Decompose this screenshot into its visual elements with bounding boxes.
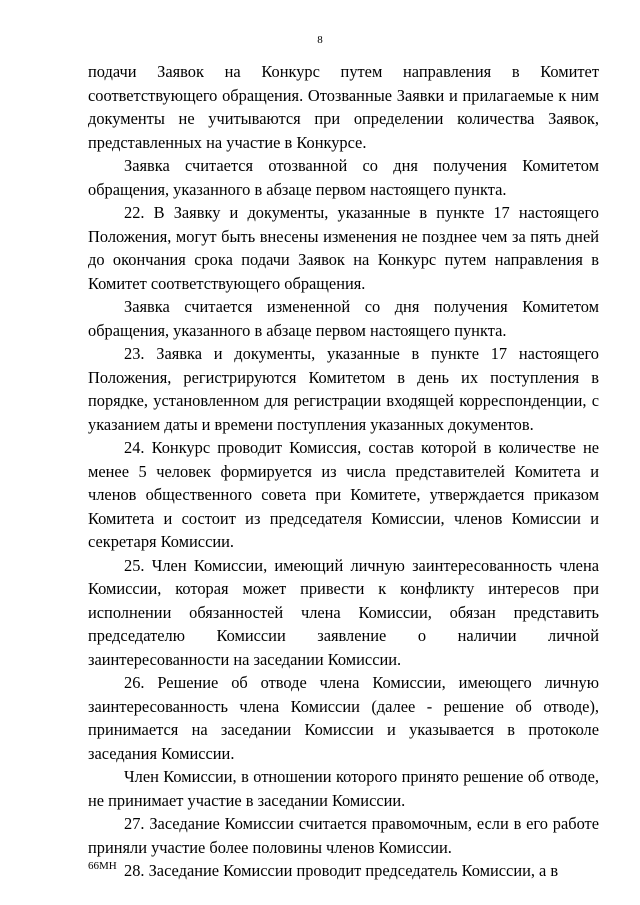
page-number: 8 [317, 34, 323, 46]
paragraph-item-28: 28. Заседание Комиссии проводит председатель Комиссии, а в [124, 861, 559, 880]
paragraph-item-25: 25. Член Комиссии, имеющий личную заинтересованность члена Комиссии, которая может привести к конфликту интересов при исполнении обязанностей члена Комиссии, обязан представить председателю Комиссии заявление о наличии личной заинтересованности на заседании Комиссии. [88, 555, 599, 669]
paragraph-item-24: 24. Конкурс проводит Комиссия, состав которой в количестве не менее 5 человек формируется из числа представителей Комитета и членов общественного совета при Комитете, утверждается приказом Комитета и состоит из председателя Комиссии, членов Комиссии и секретаря Комиссии. [88, 438, 599, 551]
paragraph-item-23: 23. Заявка и документы, указанные в пункте 17 настоящего Положения, регистрируются Комитетом в день их поступления в порядке, установленном для регистрации входящей корреспонденции, с указанием даты и времени поступления указанных документов. [88, 344, 599, 434]
paragraph: Заявка считается отозванной со дня получения Комитетом обращения, указанного в абзаце первом настоящего пункта. [88, 156, 599, 199]
paragraph-item-27: 27. Заседание Комиссии считается правомочным, если в его работе приняли участие более половины членов Комиссии. [88, 814, 599, 857]
paragraph: Заявка считается измененной со дня получения Комитетом обращения, указанного в абзаце первом настоящего пункта. [88, 297, 599, 340]
paragraph-item-22: 22. В Заявку и документы, указанные в пункте 17 настоящего Положения, могут быть внесены изменения не позднее чем за пять дней до окончания срока подачи Заявок на Конкурс путем направления в Комитет соответствующего обращения. [88, 203, 599, 293]
document-body [88, 60, 599, 883]
paragraph-continuation: подачи Заявок на Конкурс путем направления в Комитет соответствующего обращения. Отозванные Заявки и прилагаемые к ним документы не учитываются при определении количества Заявок, представленных на участие в Конкурсе. [88, 62, 599, 152]
paragraph-item-26: 26. Решение об отводе члена Комиссии, имеющего личную заинтересованность члена Комиссии (далее - решение об отводе), принимается на заседании Комиссии и указывается в протоколе заседания Комиссии. [88, 673, 599, 763]
footer-code: 66МН [88, 860, 117, 872]
paragraph: Член Комиссии, в отношении которого принято решение об отводе, не принимает участие в заседании Комиссии. [88, 767, 599, 810]
